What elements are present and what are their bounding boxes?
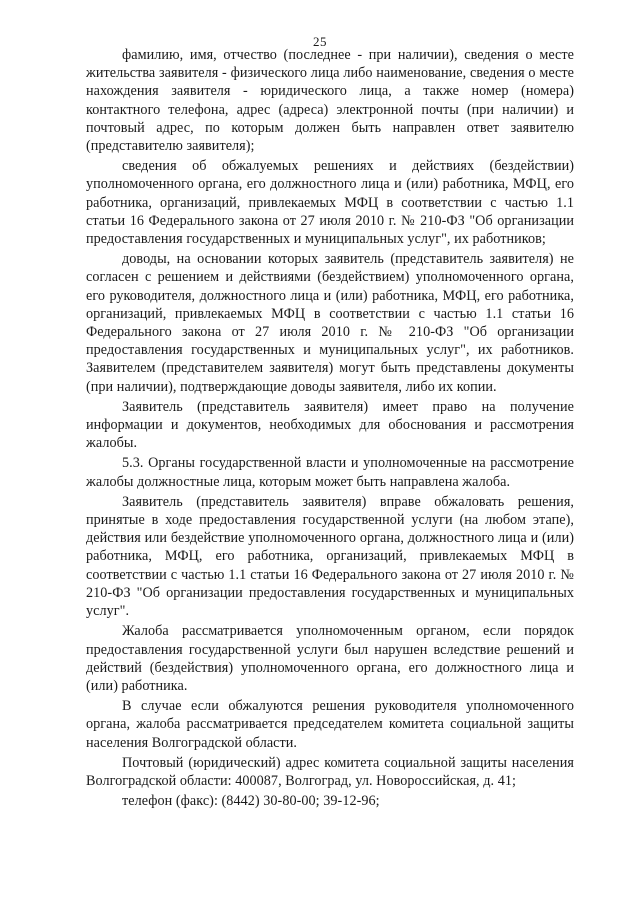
paragraph-right-to-appeal: Заявитель (представитель заявителя) вправе обжаловать решения, принятые в ходе предоставления государственной услуги (на любом этапе), действия или бездействие уполномоченного органа, должностного лица и (или) работника, МФЦ, его работника, организаций, привлекаемых МФЦ в соответствии с частью 1.1 статьи 16 Федерального закона от 27 июля 2010 г. № 210-ФЗ "Об организации предоставления государственных и муниципальных услуг". bbox=[86, 493, 574, 620]
paragraph-complaint-review: Жалоба рассматривается уполномоченным органом, если порядок предоставления государственной услуги был нарушен вследствие решений и действий (бездействия) уполномоченного органа, его должностного лица и (или) работника. bbox=[86, 623, 574, 694]
page-number: 25 bbox=[313, 34, 327, 49]
paragraph-head-decisions: В случае если обжалуются решения руководителя уполномоченного органа, жалоба рассматривается председателем комитета социальной защиты населения Волгоградской области. bbox=[86, 698, 574, 751]
paragraph-applicant-details: фамилию, имя, отчество (последнее - при наличии), сведения о месте жительства заявителя - физического лица либо наименование, сведения о месте нахождения заявителя - юридического лица, а также номер (номера) контактного телефона, адрес (адреса) электронной почты (при наличии) и почтовый адрес, по которым должен быть направлен ответ заявителю (представителю заявителя); bbox=[86, 47, 574, 155]
paragraph-arguments: доводы, на основании которых заявитель (представитель заявителя) не согласен с решением и действиями (бездействием) уполномоченного органа, его руководителя, должностного лица и (или) работника, МФЦ, его работника, организаций, привлекаемых МФЦ в соответствии с частью 1.1 статьи 16 Федерального закона от 27 июля 2010 г. № 210-ФЗ "Об организации предоставления государственных и муниципальных услуг", их работников. Заявителем (представителем заявителя) могут быть представлены документы (при наличии), подтверждающие доводы заявителя, либо их копии. bbox=[86, 251, 574, 395]
paragraph-postal-address: Почтовый (юридический) адрес комитета социальной защиты населения Волгоградской области: 400087, Волгоград, ул. Новороссийская, д. 41; bbox=[86, 754, 574, 789]
paragraph-appealed-decisions: сведения об обжалуемых решениях и действиях (бездействии) уполномоченного органа, его должностного лица и (или) работника, МФЦ, его работника, организаций, привлекаемых МФЦ в соответствии с частью 1.1 статьи 16 Федерального закона от 27 июля 2010 г. № 210-ФЗ "Об организации предоставления государственных и муниципальных услуг", их работников; bbox=[86, 158, 574, 248]
paragraph-phone-fax: телефон (факс): (8442) 30-80-00; 39-12-96; bbox=[122, 793, 380, 810]
paragraph-right-to-information: Заявитель (представитель заявителя) имеет право на получение информации и документов, необходимых для обоснования и рассмотрения жалобы. bbox=[86, 398, 574, 452]
document-body bbox=[86, 46, 574, 810]
paragraph-section-5-3: 5.3. Органы государственной власти и уполномоченные на рассмотрение жалобы должностные лица, которым может быть направлена жалоба. bbox=[86, 455, 574, 490]
